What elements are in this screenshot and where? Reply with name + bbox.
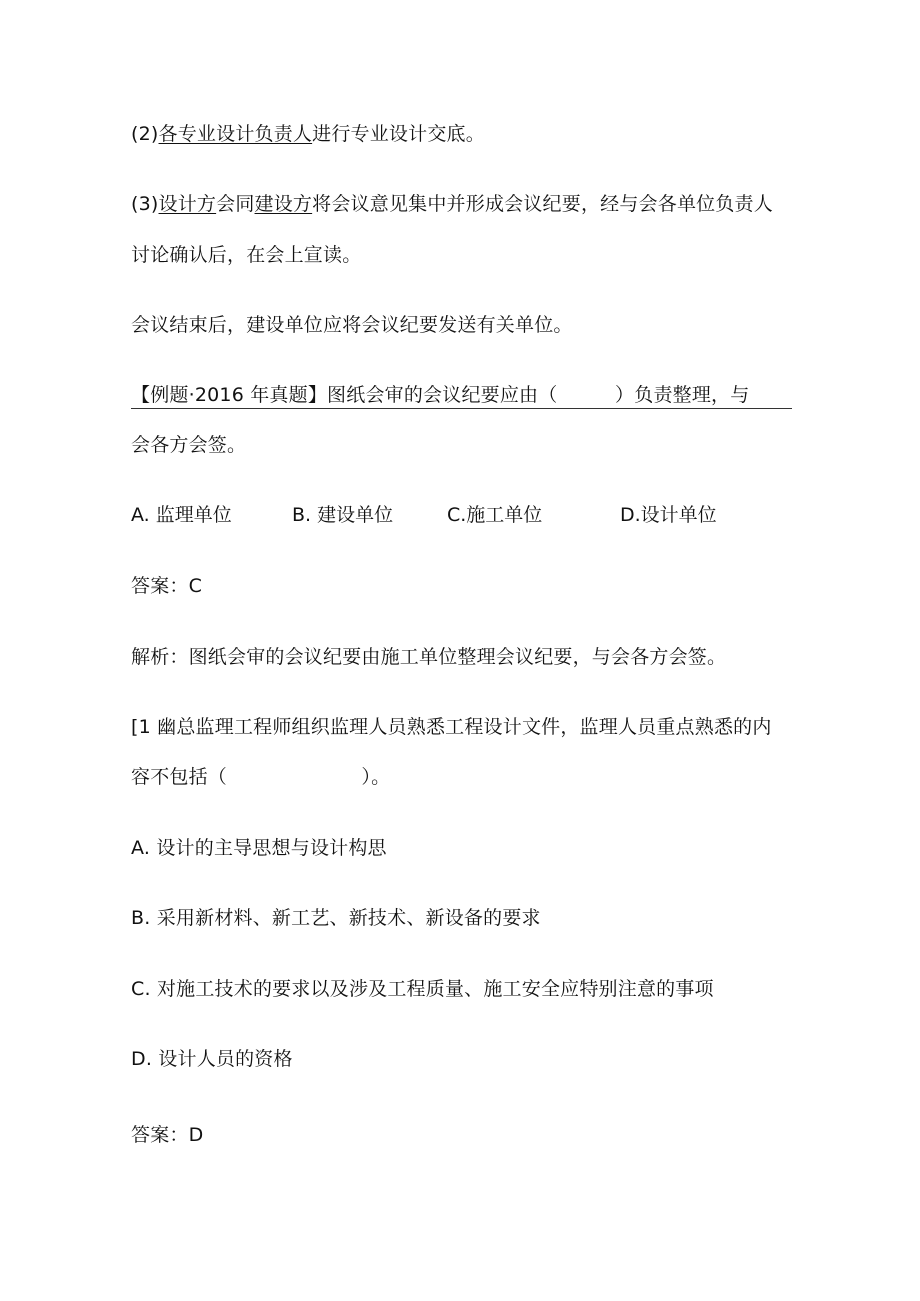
underlined-term-owner: 建设方 — [254, 193, 313, 215]
paragraph-text: 进行专业设计交底。 — [312, 123, 485, 145]
question-2-option-d: D. 设计人员的资格 — [131, 1048, 293, 1070]
item-number: (3) — [131, 193, 159, 215]
option-b: B. 建设单位 — [292, 504, 394, 526]
paragraph-item-3-line-2: 讨论确认后，在会上宣读。 — [131, 244, 362, 266]
question-2-option-c: C. 对施工技术的要求以及涉及工程质量、施工安全应特别注意的事项 — [131, 978, 714, 1000]
question-2-line-1: [1 幽总监理工程师组织监理人员熟悉工程设计文件，监理人员重点熟悉的内 — [131, 716, 772, 738]
underlined-term-designer: 设计方 — [158, 193, 217, 215]
question-2-line-2: 容不包括（ ）。 — [131, 766, 391, 788]
paragraph-meeting-end: 会议结束后，建设单位应将会议纪要发送有关单位。 — [131, 314, 573, 336]
question-2-option-b: B. 采用新材料、新工艺、新技术、新设备的要求 — [131, 907, 541, 929]
paragraph-text: 会同 — [216, 193, 255, 215]
paragraph-item-2 — [131, 122, 485, 146]
example-answer: 答案：C — [131, 575, 203, 597]
question-2-option-a: A. 设计的主导思想与设计构思 — [131, 837, 387, 859]
paragraph-item-3-line-1 — [131, 192, 773, 216]
divider-rule — [131, 408, 792, 409]
paragraph-text: 将会议意见集中并形成会议纪要，经与会各单位负责人 — [312, 193, 773, 215]
question-2-answer: 答案：D — [131, 1124, 204, 1146]
example-question-line-2: 会各方会签。 — [131, 434, 247, 456]
item-number: (2) — [131, 123, 159, 145]
option-c: C.施工单位 — [447, 504, 543, 526]
example-question-line-1 — [131, 383, 749, 407]
option-d: D.设计单位 — [620, 504, 717, 526]
example-tag: 【例题·2016 年真题】 — [131, 384, 328, 406]
example-analysis: 解析：图纸会审的会议纪要由施工单位整理会议纪要，与会各方会签。 — [131, 646, 727, 668]
option-a: A. 监理单位 — [131, 504, 232, 526]
question-text: 图纸会审的会议纪要应由（ ）负责整理，与 — [327, 384, 750, 406]
underlined-term: 各专业设计负责人 — [158, 123, 313, 145]
